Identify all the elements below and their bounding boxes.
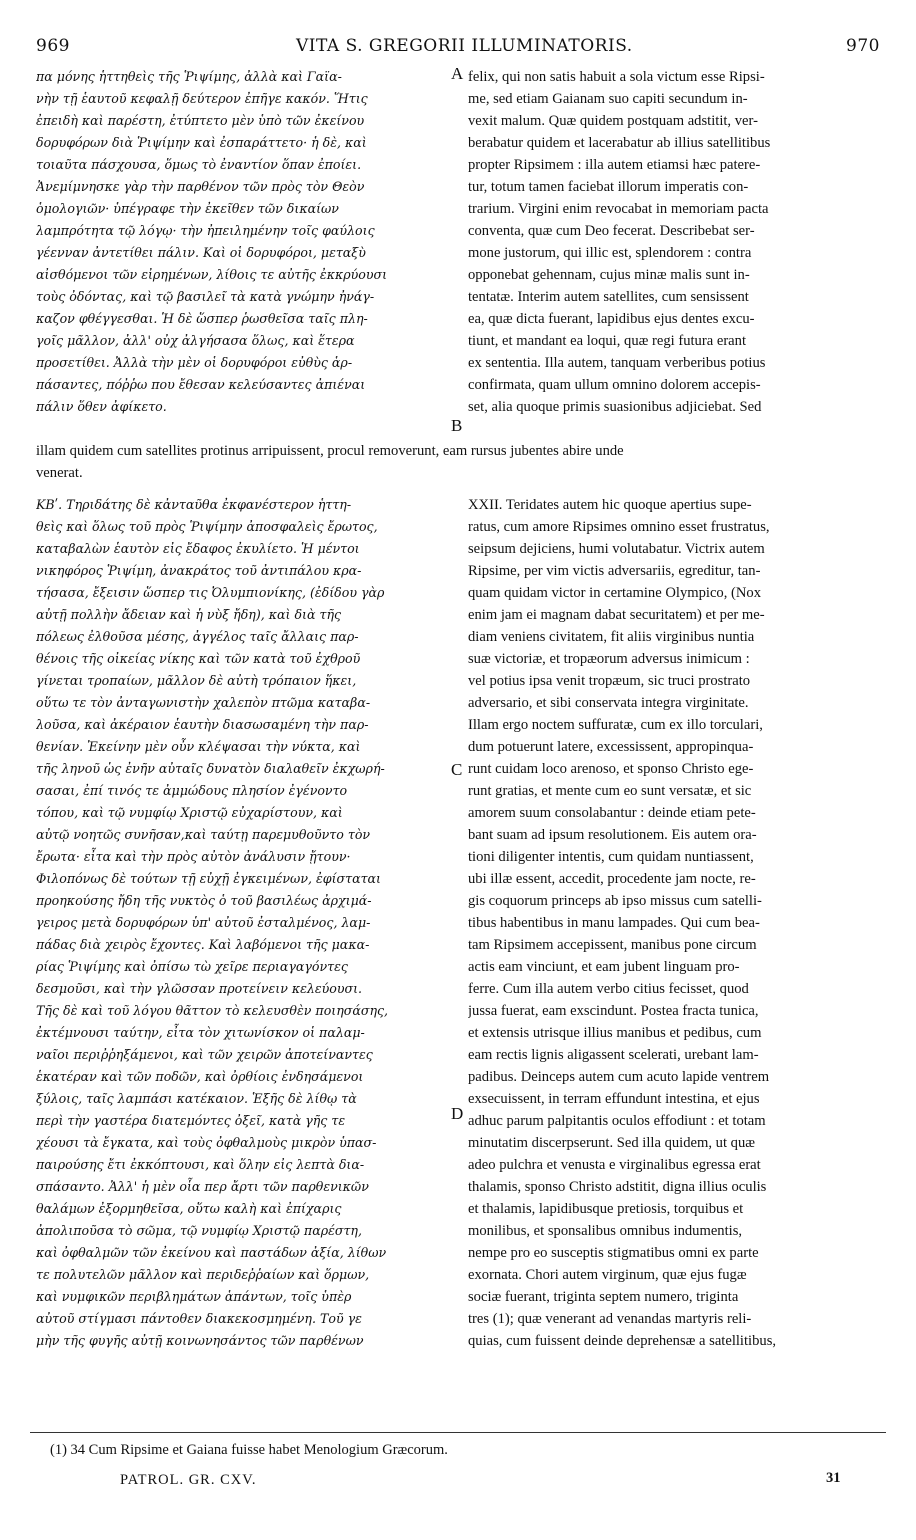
latin-text-line: runt cuidam loco arenoso, et sponso Christo ege- <box>468 761 754 777</box>
latin-text-line: adeo pulchra et venusta e virginalibus egressa erat <box>468 1157 761 1173</box>
latin-text-line: tibus habentibus in manu lampades. Qui cum bea- <box>468 915 760 931</box>
greek-text-line: τῆς ληνοῦ ὡς ἐνῆν αὐταῖς δυνατὸν διαλαθεῖν ἐκχωρή- <box>36 761 385 776</box>
greek-text-line: οὕτω τε τὸν ἀνταγωνιστὴν χαλεπὸν πτῶμα καταβα- <box>36 695 371 710</box>
latin-full-line-text: illam quidem cum satellites protinus arripuissent, procul removerunt, eam rursus jubentes abire unde <box>36 443 624 459</box>
greek-text-line: νικηφόρος Ῥιψίμη, ἀνακράτος τοῦ ἀντιπάλου κρα- <box>36 563 362 578</box>
greek-text-line: θενίαν. Ἐκείνην μὲν οὖν κλέψασαι τὴν νύκτα, καὶ <box>36 739 361 754</box>
latin-text-line: me, sed etiam Gaianam suo capiti secundum in- <box>468 91 748 107</box>
greek-text-line: δορυφόρων διὰ Ῥιψίμην καὶ ἐσπαράττετο· ἡ δὲ, καὶ <box>36 135 367 150</box>
latin-text-line: exsecuissent, in terram effundunt intestina, et ejus <box>468 1091 760 1107</box>
greek-text-line: ρίας Ῥιψίμης καὶ ὀπίσω τὼ χεῖρε περιαγαγόντες <box>36 959 348 974</box>
latin-text-line: exornata. Chori autem virginum, quæ ejus fugæ <box>468 1267 747 1283</box>
greek-text-line: τοιαῦτα πάσχουσα, ὅμως τὸ ἐναντίον ὅπαν ἐποίει. <box>36 157 362 172</box>
latin-text-line: ea, quæ dicta fuerant, lapidibus ejus dentes excu- <box>468 311 755 327</box>
latin-text-line: berabatur quidem et lacerabatur ab illius satellitibus <box>468 135 771 151</box>
latin-text-line: enim jam ei magnam dabat securitatem) et per me- <box>468 607 765 623</box>
right-page-number: 970 <box>846 36 880 56</box>
greek-text-line: νὴν τῇ ἑαυτοῦ κεφαλῇ δεύτερον ἐπῆγε κακόν. Ἥτις <box>36 91 368 106</box>
latin-text-line: Illam ergo noctem suffuratæ, cum ex illo torculari, <box>468 717 763 733</box>
latin-text-line: tentatæ. Interim autem satellites, cum sensissent <box>468 289 749 305</box>
latin-text-line: ex sententia. Illa autem, tanquam verberibus potius <box>468 355 766 371</box>
latin-text-line: quam quidam victor in certamine Olympico, (Nox <box>468 585 762 601</box>
greek-text-line: ἐπειδὴ καὶ παρέστη, ἐτύπτετο μὲν ὑπὸ τῶν ἐκείνου <box>36 113 365 128</box>
latin-text-line: thalamis, sponso Christo adstitit, digna illius oculis <box>468 1179 767 1195</box>
greek-text-line: αἰσθόμενοι τῶν εἰρημένων, λίθοις τε αὐτῆς ἐκκρύουσι <box>36 267 388 282</box>
latin-text-line: quias, cum fuissent deinde deprehensæ a satellitibus, <box>468 1333 777 1349</box>
latin-text-line: tiunt, et mandant ea loqui, quæ regi futura erant <box>468 333 747 349</box>
latin-text-line: et extensis utrisque illius manibus et pedibus, cum <box>468 1025 762 1041</box>
greek-text-line: γέενναν ἀντετίθει πάλιν. Καὶ οἱ δορυφόροι, μεταξὺ <box>36 245 366 260</box>
greek-text-line: αὐτοῦ στίγμασι πάντοθεν διακεκοσμημένη. Τοῦ γε <box>36 1311 362 1326</box>
greek-text-line: θεὶς καὶ ὅλως τοῦ πρὸς Ῥιψίμην ἀποσφαλεὶς ἔρωτος, <box>36 519 378 534</box>
footnote: (1) 34 Cum Ripsime et Gaiana fuisse habet Menologium Græcorum. <box>50 1442 448 1458</box>
latin-text-line: tioni diligenter intentis, cum quidam nuntiassent, <box>468 849 754 865</box>
greek-text-line: Ἀνεμίμνησκε γὰρ τὴν παρθένον τῶν πρὸς τὸν Θεὸν <box>36 179 365 194</box>
latin-text-line: amorem suum consolabantur : deinde etiam pete- <box>468 805 756 821</box>
greek-text-line: τε πολυτελῶν μᾶλλον καὶ περιδεῤῥαίων καὶ ὅρμων, <box>36 1267 370 1282</box>
latin-text-line: Ripsime, per vim victis adversariis, egreditur, tan- <box>468 563 761 579</box>
margin-marker-c: C <box>451 760 463 779</box>
greek-text-line: τόπου, καὶ τῷ νυμφίῳ Χριστῷ εὐχαρίστουν, καὶ <box>36 805 343 820</box>
latin-text-line: suæ victoriæ, et tropæorum adversus inimicum : <box>468 651 750 667</box>
greek-text-line: δεσμοῦσι, καὶ τὴν γλῶσσαν προτείνειν κελεύουσι. <box>36 981 363 996</box>
latin-text-line: opponebat gehennam, cujus minæ malis sunt in- <box>468 267 750 283</box>
latin-text-line: mone justorum, qui illic est, splendorem : contra <box>468 245 752 261</box>
margin-marker-d: D <box>451 1104 464 1123</box>
greek-text-line: ὁμολογιῶν· ὑπέγραφε τὴν ἐκεῖθεν τῶν δικαίων <box>36 201 339 216</box>
latin-text-line: confirmata, quam ullum omnino dolorem accepis- <box>468 377 761 393</box>
latin-column-top <box>468 66 880 418</box>
greek-text-line: προηκούσης ἤδη τῆς νυκτὸς ὁ τοῦ βασιλέως ἀρχιμά- <box>36 893 372 908</box>
latin-text-line: actis eam vinciunt, et eam jubent linguam pro- <box>468 959 740 975</box>
latin-text-line: dum potuerunt latere, excessissent, appropinqua- <box>468 739 754 755</box>
margin-marker-a: A <box>451 64 464 83</box>
footer-patrologia: PATROL. GR. CXV. <box>120 1472 257 1488</box>
greek-column-top <box>36 66 446 418</box>
greek-text-line: ἔρωτα· εἶτα καὶ τὴν πρὸς αὐτὸν ἀνάλυσιν ᾔτουν· <box>36 849 351 864</box>
greek-text-line: γοῖς μᾶλλον, ἀλλ' οὐχ ἀλγήσασα ὅλως, καὶ ἕτερα <box>36 333 355 348</box>
greek-text-line: σασαι, ἐπί τινός τε ἀμμώδους πλησίον ἐγένοντο <box>36 783 348 798</box>
latin-text-line: vel potius ipsa venit tropæum, sic truci prostrato <box>468 673 751 689</box>
greek-text-line: καὶ νυμφικῶν περιβλημάτων ἁπάντων, τοῖς ὑπὲρ <box>36 1289 352 1304</box>
latin-text-line: tres (1); quæ venerant ad venandas martyris reli- <box>468 1311 752 1327</box>
latin-text-line: seipsum dejiciens, humi volutabatur. Victrix autem <box>468 541 765 557</box>
greek-text-line: τοὺς ὀδόντας, καὶ τῷ βασιλεῖ τὰ κατὰ γνώμην ἠνάγ- <box>36 289 375 304</box>
latin-text-line: tam Ripsimem accepissent, manibus pone circum <box>468 937 757 953</box>
latin-text-line: padibus. Deinceps autem cum acuto lapide ventrem <box>468 1069 770 1085</box>
greek-text-line: χέουσι τὰ ἔγκατα, καὶ τοὺς ὀφθαλμοὺς μικρὸν ὑπασ- <box>36 1135 377 1150</box>
latin-text-line: diam veniens civitatem, fit aliis virginibus nuntia <box>468 629 755 645</box>
greek-text-line: ΚΒʹ. Τηριδάτης δὲ κἀνταῦθα ἐκφανέστερον ἡττη- <box>36 497 352 512</box>
latin-text-line: bant suam ad ipsum resolutionem. Eis autem ora- <box>468 827 757 843</box>
latin-text-line: jussa fuerat, eam exscindunt. Postea fracta tunica, <box>468 1003 759 1019</box>
latin-text-line: conventa, quæ cum Deo fecerat. Describebat ser- <box>468 223 755 239</box>
greek-text-line: καταβαλὼν ἑαυτὸν εἰς ἔδαφος ἐκυλίετο. Ἡ μέντοι <box>36 541 360 556</box>
greek-text-line: Τῆς δὲ καὶ τοῦ λόγου θᾶττον τὸ κελευσθὲν ποιησάσης, <box>36 1003 389 1018</box>
greek-text-line: ἑκατέραν καὶ τῶν ποδῶν, καὶ ὀρθίοις ἐνδησάμενοι <box>36 1069 364 1084</box>
greek-text-line: καὶ ὀφθαλμῶν τῶν ἐκείνου καὶ παστάδων ἀξία, λίθων <box>36 1245 387 1260</box>
greek-text-line: προσετίθει. Ἀλλὰ τὴν μὲν οἱ δορυφόροι εὐθὺς ἁρ- <box>36 355 353 370</box>
greek-text-line: πάσαντες, πόῤῥω που ἔθεσαν κελεύσαντες ἀπιέναι <box>36 377 366 392</box>
greek-text-line: καζον φθέγγεσθαι. Ἡ δὲ ὥσπερ ῥωσθεῖσα ταῖς πλη- <box>36 311 368 326</box>
latin-text-line: set, alia quoque primis suasionibus adjiciebat. Sed <box>468 399 762 415</box>
latin-text-line: gis coquorum princeps ab ipso missus cum satelli- <box>468 893 762 909</box>
greek-text-line: ναῖοι περιῤῥηξάμενοι, καὶ τῶν χειρῶν ἀποτείναντες <box>36 1047 373 1062</box>
greek-text-line: ξύλοις, ταῖς λαμπάσι κατέκαιον. Ἑξῆς δὲ λίθῳ τὰ <box>36 1091 357 1106</box>
greek-text-line: θαλάμων ἐξορμηθεῖσα, οὕτω καλὴ καὶ ἐπίχαρις <box>36 1201 342 1216</box>
greek-text-line: γειρος μετὰ δορυφόρων ὑπ' αὐτοῦ ἐσταλμένος, λαμ- <box>36 915 371 930</box>
greek-text-line: γίνεται τροπαίων, μᾶλλον δὲ αὐτὴ τρόπαιον ἥκει, <box>36 673 357 688</box>
greek-text-line: ἐκτέμνουσι ταύτην, εἶτα τὸν χιτωνίσκον οἱ παλαμ- <box>36 1025 365 1040</box>
greek-text-line: ἀπολιποῦσα τὸ σῶμα, τῷ νυμφίῳ Χριστῷ παρέστη, <box>36 1223 362 1238</box>
greek-text-line: πάδας διὰ χειρὸς ἔχοντες. Καὶ λαβόμενοι τῆς μακα- <box>36 937 370 952</box>
greek-text-line: τήσασα, ἔξεισιν ὥσπερ τις Ὀλυμπιονίκης, (ἐδίδου γὰρ <box>36 585 385 600</box>
latin-text-line: adversario, et sibi conservata integra virginitate. <box>468 695 749 711</box>
footnote-separator <box>30 1432 886 1433</box>
greek-text-line: μὴν τῆς φυγῆς αὐτῇ κοινωνησάντος τῶν παρθένων <box>36 1333 364 1348</box>
latin-text-line: sociæ fuerant, triginta septem numero, triginta <box>468 1289 739 1305</box>
greek-text-line: λοῦσα, καὶ ἀκέραιον ἑαυτὴν διασωσαμένη τὴν παρ- <box>36 717 369 732</box>
latin-text-line: minutatim discerpserunt. Sed illa quidem, ut quæ <box>468 1135 755 1151</box>
greek-text-line: αὐτῇ πολλὴν ἄδειαν καὶ ἡ νὺξ ἤδη), καὶ διὰ τῆς <box>36 607 342 622</box>
latin-text-line: ubi illæ essent, accedit, procedente jam nocte, re- <box>468 871 756 887</box>
greek-text-line: σπάσαντο. Ἀλλ' ἡ μὲν οἷα περ ἄρτι τῶν παρθενικῶν <box>36 1179 369 1194</box>
running-title: VITA S. GREGORII ILLUMINATORIS. <box>296 36 633 56</box>
latin-text-line: runt gratias, et mente cum eo sunt versatæ, et sic <box>468 783 752 799</box>
footer-sheet-number: 31 <box>826 1470 841 1486</box>
greek-column-bottom <box>36 494 446 1352</box>
latin-text-line: XXII. Teridates autem hic quoque apertius supe- <box>468 497 752 513</box>
latin-text-line: eam rectis lignis aligassent scelerati, urebant lam- <box>468 1047 759 1063</box>
margin-marker-b: B <box>451 416 463 435</box>
latin-venerat-text: venerat. <box>36 465 83 481</box>
latin-text-line: et thalamis, lapidibusque pretiosis, torquibus et <box>468 1201 744 1217</box>
latin-text-line: ratus, cum amore Ripsimes omnino esset frustratus, <box>468 519 770 535</box>
greek-text-line: λαμπρότητα τῷ λόγῳ· τὴν ἠπειλημένην τοῖς φαύλοις <box>36 223 375 238</box>
latin-text-line: monilibus, et sponsalibus omnibus indumentis, <box>468 1223 743 1239</box>
latin-column-bottom <box>468 494 880 1352</box>
latin-text-line: tur, totum tamen faciebat illorum imperatis con- <box>468 179 749 195</box>
greek-text-line: πα μόνης ἡττηθεὶς τῆς Ῥιψίμης, ἀλλὰ καὶ Γαϊα- <box>36 69 342 84</box>
greek-text-line: Φιλοπόνως δὲ τούτων τῇ εὐχῇ ἐγκειμένων, ἐφίσταται <box>36 871 381 886</box>
latin-text-line: ferre. Cum illa autem verbo citius fecisset, quod <box>468 981 749 997</box>
left-page-number: 969 <box>36 36 70 56</box>
greek-text-line: αὐτῷ νοητῶς συνῆσαν,καὶ ταύτῃ παρεμυθοῦντο τὸν <box>36 827 371 842</box>
latin-venerat-line <box>36 462 236 484</box>
latin-text-line: nempe pro eo susceptis stigmatibus omni ex parte <box>468 1245 759 1261</box>
greek-text-line: περὶ τὴν γαστέρα διατεμόντες ὀξεῖ, κατὰ γῆς τε <box>36 1113 346 1128</box>
latin-text-line: felix, qui non satis habuit a sola victum esse Ripsi- <box>468 69 765 85</box>
latin-text-line: adhuc parum palpitantis oculos effodiunt : et totam <box>468 1113 766 1129</box>
latin-text-line: trarium. Virgini enim revocabat in memoriam pacta <box>468 201 769 217</box>
greek-text-line: πόλεως ἐλθοῦσα μέσης, ἀγγέλος ταῖς ἄλλαις παρ- <box>36 629 359 644</box>
latin-text-line: vexit malum. Quæ quidem postquam adstitit, ver- <box>468 113 758 129</box>
greek-text-line: παιρούσης ἔτι ἐκκόπτουσι, καὶ ὅλην εἰς λεπτὰ δια- <box>36 1157 365 1172</box>
greek-text-line: θένοις τῆς οἰκείας νίκης καὶ τῶν κατὰ τοῦ ἐχθροῦ <box>36 651 361 666</box>
latin-text-line: propter Ripsimem : illa autem etiamsi hæc patere- <box>468 157 761 173</box>
greek-text-line: πάλιν ὅθεν ἀφίκετο. <box>36 399 167 414</box>
latin-full-width-line <box>36 440 880 462</box>
